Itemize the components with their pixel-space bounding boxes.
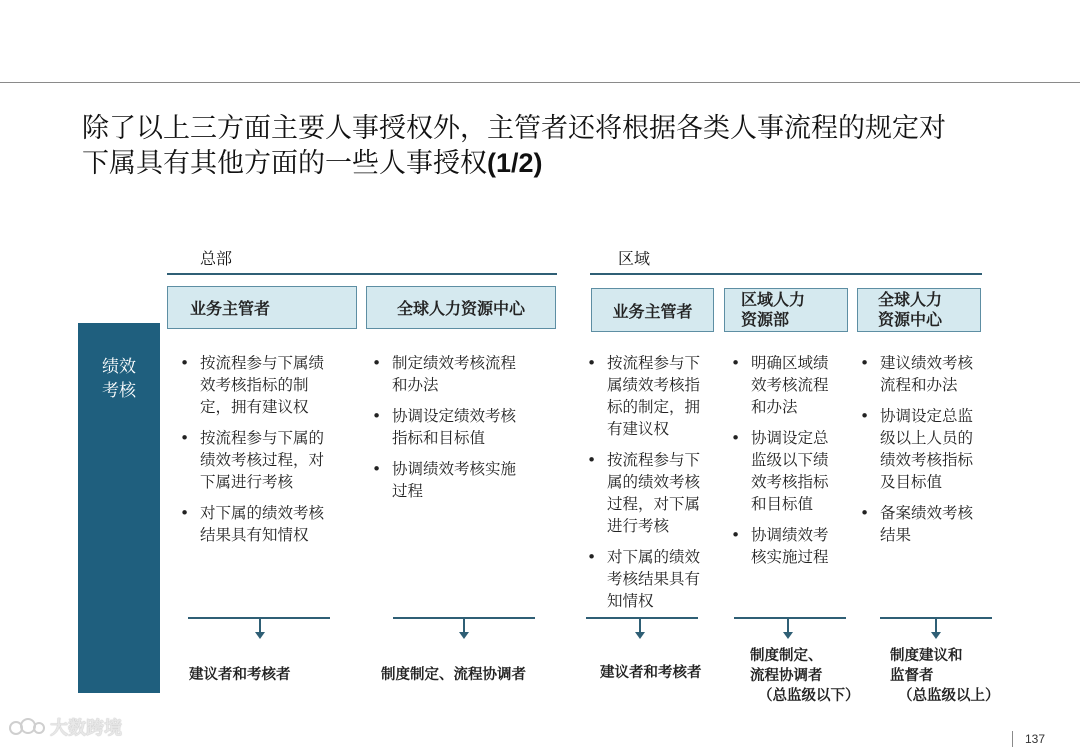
- bullet-line: 级以上人员的: [880, 429, 974, 447]
- bullet-line: 属绩效考核指: [607, 376, 701, 394]
- list-item: [858, 405, 993, 493]
- bullet-line: • 对下属的绩效考核: [200, 504, 325, 522]
- bullet-line: 下属进行考核: [200, 473, 294, 491]
- bullet-list-hq-global-hr: [370, 352, 560, 511]
- column-header-region-business-manager: [591, 288, 714, 332]
- bullet-line: 和目标值: [751, 495, 814, 513]
- bullet-line: • 按流程参与下属的: [200, 429, 325, 447]
- title-line-2-text: 下属具有其他方面的一些人事授权: [82, 148, 487, 179]
- list-item: [178, 427, 358, 493]
- bullet-list-region-business-manager: [585, 352, 720, 621]
- bullet-list-region-hr: [729, 352, 854, 577]
- list-item: [858, 352, 993, 396]
- column-header-label: 全球人力: [878, 290, 943, 309]
- list-item: [178, 352, 358, 418]
- bullet-line: • 建议绩效考核: [880, 354, 974, 372]
- list-item: [858, 502, 993, 546]
- column-header-hq-global-hr: [366, 286, 556, 329]
- title-line-2: [82, 146, 1042, 181]
- role-label-region-global-hr: [890, 646, 1000, 706]
- bullet-line: 和办法: [392, 376, 439, 394]
- column-header-region-global-hr: [857, 288, 981, 332]
- role-line: 制度制定、流程协调者: [381, 667, 526, 683]
- performance-review-side-bar: [78, 323, 160, 693]
- list-item: [729, 427, 854, 515]
- bullet-line: 定，拥有建议权: [200, 398, 309, 416]
- bullet-line: 考核结果具有: [607, 570, 701, 588]
- bullet-line: • 协调设定总: [751, 429, 829, 447]
- bullet-line: 流程和办法: [880, 376, 958, 394]
- list-item: [585, 546, 720, 612]
- role-rule-4: [734, 617, 846, 619]
- bullet-line: 标的制定，拥: [607, 398, 701, 416]
- role-line: 建议者和考核者: [189, 667, 291, 683]
- group-rule-hq: [167, 273, 557, 275]
- role-line: 建议者和考核者: [600, 665, 702, 681]
- column-header-region-hr: [724, 288, 848, 332]
- page-number-separator: [1012, 731, 1013, 747]
- side-bar-label: [78, 355, 160, 403]
- list-item: [370, 405, 560, 449]
- role-label-region-business-manager: [600, 663, 702, 683]
- list-item: [729, 524, 854, 568]
- bullet-line: 过程: [392, 482, 424, 500]
- bullet-line: 效考核流程: [751, 376, 829, 394]
- bullet-line: • 按流程参与下属绩: [200, 354, 325, 372]
- bullet-line: 知情权: [607, 592, 654, 610]
- column-header-label: 业务主管者: [190, 299, 271, 318]
- bullet-line: 核实施过程: [751, 548, 829, 566]
- bullet-line: 结果: [880, 526, 912, 544]
- bullet-line: 效考核指标: [751, 473, 829, 491]
- column-header-label: 业务主管者: [612, 301, 693, 321]
- bullet-line: 结果具有知情权: [200, 526, 309, 544]
- bullet-line: • 制定绩效考核流程: [392, 354, 517, 372]
- bullet-line: 过程，对下属: [607, 495, 701, 513]
- top-rule: [0, 82, 1080, 83]
- bullet-line: 属的绩效考核: [607, 473, 701, 491]
- watermark-logo-icon: [8, 716, 46, 738]
- bullet-line: • 按流程参与下: [607, 451, 701, 469]
- bullet-line: 监级以下绩: [751, 451, 829, 469]
- list-item: [178, 502, 358, 546]
- role-line: 流程协调者: [750, 668, 823, 684]
- page-title: [82, 112, 1042, 181]
- watermark: [8, 714, 122, 740]
- bullet-line: 和办法: [751, 398, 798, 416]
- down-arrow-icon: [259, 619, 261, 633]
- bullet-line: • 明确区域绩: [751, 354, 829, 372]
- watermark-text: 大数跨境: [50, 718, 122, 739]
- column-header-hq-business-manager: [167, 286, 357, 329]
- side-bar-label-line: 考核: [102, 381, 136, 401]
- role-line: 制度制定、: [750, 648, 823, 664]
- role-line: （总监级以上）: [898, 688, 1000, 704]
- role-line: 制度建议和: [890, 648, 963, 664]
- column-header-label: 全球人力资源中心: [396, 299, 525, 318]
- bullet-list-hq-business-manager: [178, 352, 358, 555]
- down-arrow-icon: [935, 619, 937, 633]
- column-header-label: 区域人力: [741, 290, 806, 309]
- bullet-line: 及目标值: [880, 473, 943, 491]
- list-item: [585, 352, 720, 440]
- bullet-line: • 协调设定总监: [880, 407, 974, 425]
- list-item: [729, 352, 854, 418]
- down-arrow-icon: [463, 619, 465, 633]
- group-label-hq: 总部: [200, 249, 233, 268]
- role-line: （总监级以下）: [758, 688, 860, 704]
- list-item: [585, 449, 720, 537]
- title-line-1: 除了以上三方面主要人事授权外，主管者还将根据各类人事流程的规定对: [82, 113, 946, 144]
- group-label-region: 区域: [618, 249, 651, 268]
- group-rule-region: [590, 273, 982, 275]
- role-label-hq-business-manager: [189, 665, 291, 685]
- bullet-line: 指标和目标值: [392, 429, 486, 447]
- down-arrow-icon: [639, 619, 641, 633]
- bullet-line: • 协调设定绩效考核: [392, 407, 517, 425]
- column-header-label: 资源部: [741, 310, 790, 329]
- column-header-label: 资源中心: [878, 310, 943, 329]
- bullet-line: • 按流程参与下: [607, 354, 701, 372]
- bullet-line: 进行考核: [607, 517, 670, 535]
- bullet-line: 绩效考核过程，对: [200, 451, 325, 469]
- role-rule-3: [586, 617, 698, 619]
- bullet-line: 效考核指标的制: [200, 376, 309, 394]
- bullet-line: • 协调绩效考: [751, 526, 829, 544]
- role-line: 监督者: [890, 668, 934, 684]
- down-arrow-icon: [787, 619, 789, 633]
- bullet-line: • 协调绩效考核实施: [392, 460, 517, 478]
- page-number: 137: [1025, 732, 1046, 746]
- bullet-list-region-global-hr: [858, 352, 993, 555]
- list-item: [370, 352, 560, 396]
- bullet-line: 有建议权: [607, 420, 670, 438]
- bullet-line: 绩效考核指标: [880, 451, 974, 469]
- side-bar-label-line: 绩效: [102, 357, 136, 377]
- role-label-hq-global-hr: [381, 665, 526, 685]
- title-suffix: (1/2): [487, 148, 543, 178]
- bullet-line: • 对下属的绩效: [607, 548, 701, 566]
- role-label-region-hr: [750, 646, 860, 706]
- list-item: [370, 458, 560, 502]
- bullet-line: • 备案绩效考核: [880, 504, 974, 522]
